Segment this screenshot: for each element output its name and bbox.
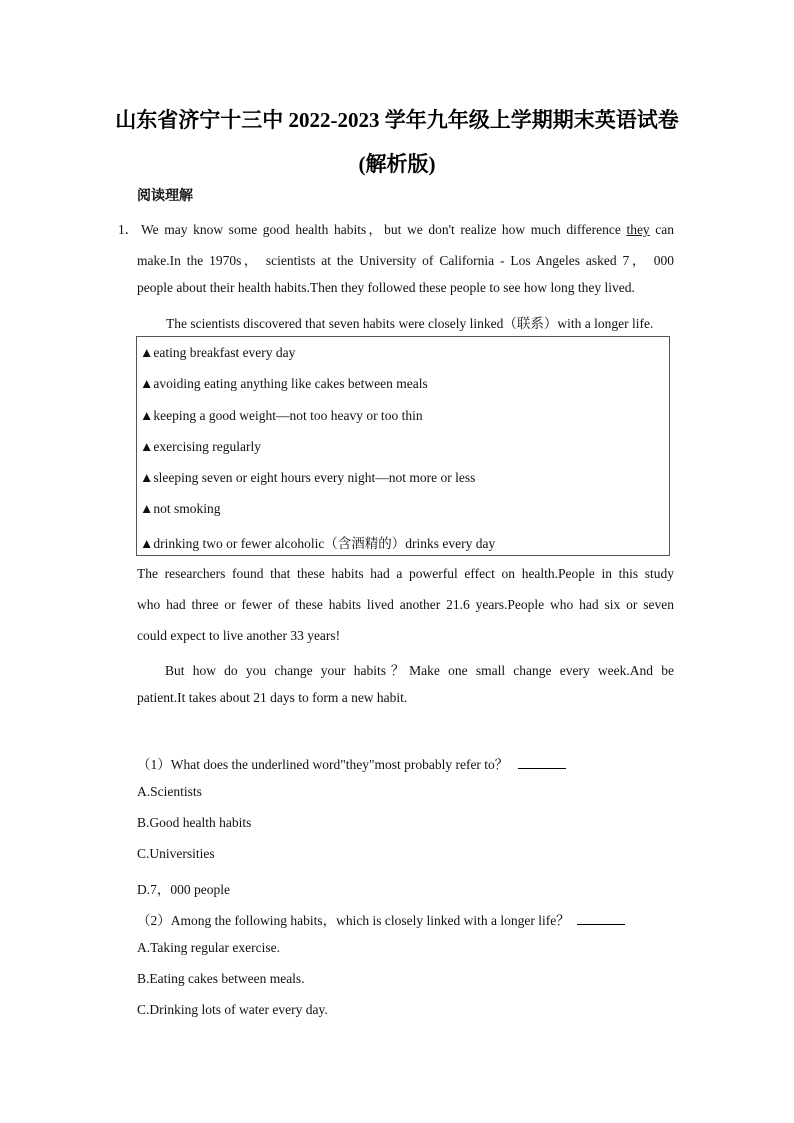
sub-question-2 [137,909,625,929]
habit-item: ▲sleeping seven or eight hours every night—not more or less [140,470,476,485]
option-a[interactable]: A.Taking regular exercise. [137,940,280,955]
passage-line: The scientists discovered that seven habits were closely linked（联系）with a longer life. [166,316,654,331]
passage-text: can [655,222,675,237]
answer-blank[interactable] [518,756,566,769]
habits-box [136,336,670,556]
passage-line: could expect to live another 33 years! [137,628,341,643]
page-title-line-1: 山东省济宁十三中 2022-2023 学年九年级上学期期末英语试卷 [115,108,679,132]
option-d[interactable]: D.7，000 people [137,882,230,897]
passage-line: But how do you change your habits？Make one small change every week.And be [165,663,674,678]
habit-item: ▲drinking two or fewer alcoholic（含酒精的）drinks every day [140,536,496,551]
passage-line: patient.It takes about 21 days to form a new habit. [137,690,408,705]
sub-question-1 [137,753,566,773]
option-c[interactable]: C.Universities [137,846,215,861]
answer-blank[interactable] [577,912,625,925]
question-number: 1． [118,222,139,237]
option-a[interactable]: A.Scientists [137,784,202,799]
page-title-line-2: (解析版) [358,152,436,176]
option-c[interactable]: C.Drinking lots of water every day. [137,1002,328,1017]
habit-item: ▲not smoking [140,501,221,516]
passage-line: make.In the 1970s， scientists at the University of California - Los Angeles asked 7， 000 [137,253,674,268]
passage-line: people about their health habits.Then they followed these people to see how long they lived. [137,280,635,295]
question-stem: （2）Among the following habits，which is closely linked with a longer life？ [137,913,570,928]
habit-item: ▲exercising regularly [140,439,261,454]
question-stem: （1）What does the underlined word"they"most probably refer to？ [137,757,509,772]
option-b[interactable]: B.Good health habits [137,815,252,830]
passage-line: who had three or fewer of these habits lived another 21.6 years.People who had six or seven [137,597,674,612]
option-b[interactable]: B.Eating cakes between meals. [137,971,305,986]
underlined-word: they [626,222,650,237]
habit-item: ▲avoiding eating anything like cakes between meals [140,376,428,391]
section-heading: 阅读理解 [137,189,193,204]
habit-item: ▲keeping a good weight—not too heavy or too thin [140,408,423,423]
passage-line [141,218,674,238]
passage-text: We may know some good health habits，but we don't realize how much difference [141,222,621,237]
passage-line: The researchers found that these habits had a powerful effect on health.People in this study [137,566,674,581]
habit-item: ▲eating breakfast every day [140,345,296,360]
